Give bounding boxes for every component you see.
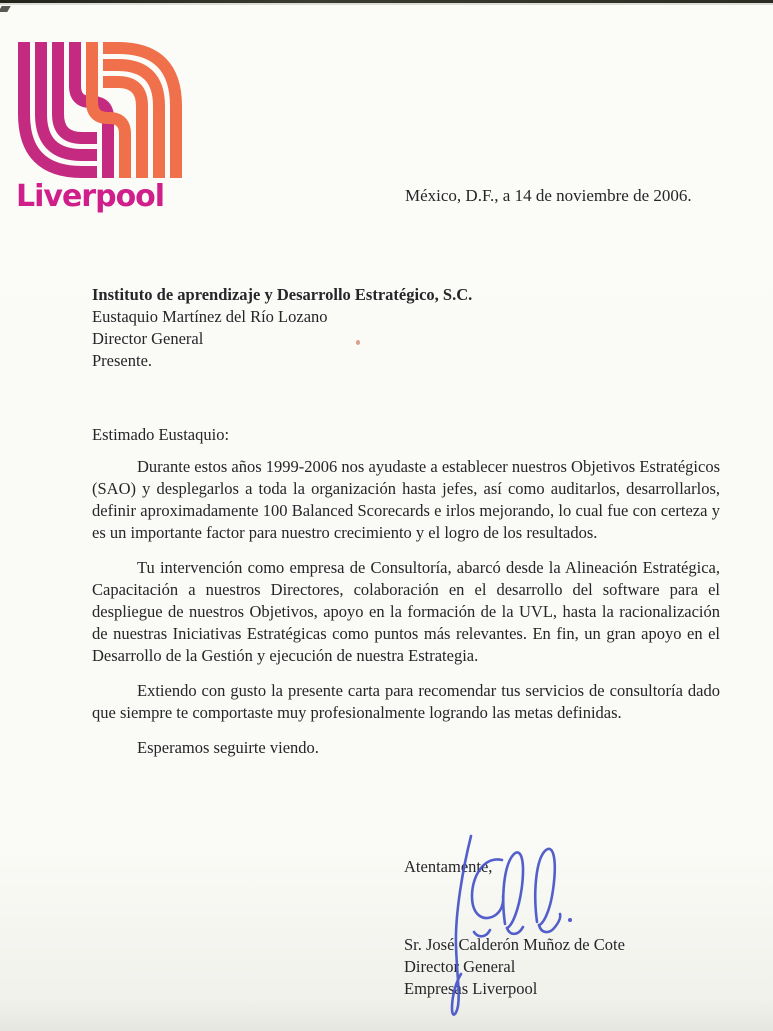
recipient-company: Instituto de aprendizaje y Desarrollo Estratégico, S.C. bbox=[92, 285, 473, 304]
date-line: México, D.F., a 14 de noviembre de 2006. bbox=[405, 186, 692, 205]
valediction: Atentamente, bbox=[404, 857, 493, 876]
paragraph-4: Esperamos seguirte viendo. bbox=[137, 738, 319, 757]
signature-scribble bbox=[408, 824, 583, 1024]
letter-body bbox=[92, 424, 720, 772]
signer-title: Director General bbox=[404, 957, 516, 976]
recipient-name: Eustaquio Martínez del Río Lozano bbox=[92, 307, 328, 326]
salutation: Estimado Eustaquio: bbox=[92, 425, 230, 444]
scan-corner-mark bbox=[0, 6, 11, 12]
paragraph-3: Extiendo con gusto la presente carta para recomendar tus servicios de consultoría dado que siempre te comportaste muy profesionalmente logrando las metas definidas. bbox=[92, 681, 720, 722]
liverpool-monogram-icon bbox=[18, 42, 182, 178]
recipient-block bbox=[92, 284, 472, 372]
paragraph-2: Tu intervención como empresa de Consultoría, abarcó desde la Alineación Estratégica, Capacitación a nuestros Directores, colaboración en el desarrollo del software para el despliegue de nuestros Objetivos, apoyo en la formación de la UVL, hasta la racionalización de nuestras Iniciativas Estratégicas como puntos más relevantes. En fin, un gran apoyo en el Desarrollo de la Gestión y ejecución de nuestra Estrategia. bbox=[92, 558, 720, 665]
scan-edge-shadow bbox=[0, 3, 773, 5]
recipient-title: Director General bbox=[92, 329, 204, 348]
liverpool-logo bbox=[16, 42, 198, 214]
recipient-presente: Presente. bbox=[92, 351, 153, 370]
signer-name: Sr. José Calderón Muñoz de Cote bbox=[404, 935, 625, 954]
paragraph-1: Durante estos años 1999-2006 nos ayudaste a establecer nuestros Objetivos Estratégicos (SAO) y desplegarlos a toda la organización hasta jefes, así como auditarlos, desarrollarlos, definir aproximadamente 100 Balanced Scorecards e irlos mejorando, lo cual fue con certeza y es un importante factor para nuestro crecimiento y el logro de los resultados. bbox=[92, 457, 720, 542]
signature-ink bbox=[452, 836, 572, 1015]
signer-company: Empresas Liverpool bbox=[404, 979, 538, 998]
logo-wordmark: Liverpool bbox=[16, 179, 165, 214]
